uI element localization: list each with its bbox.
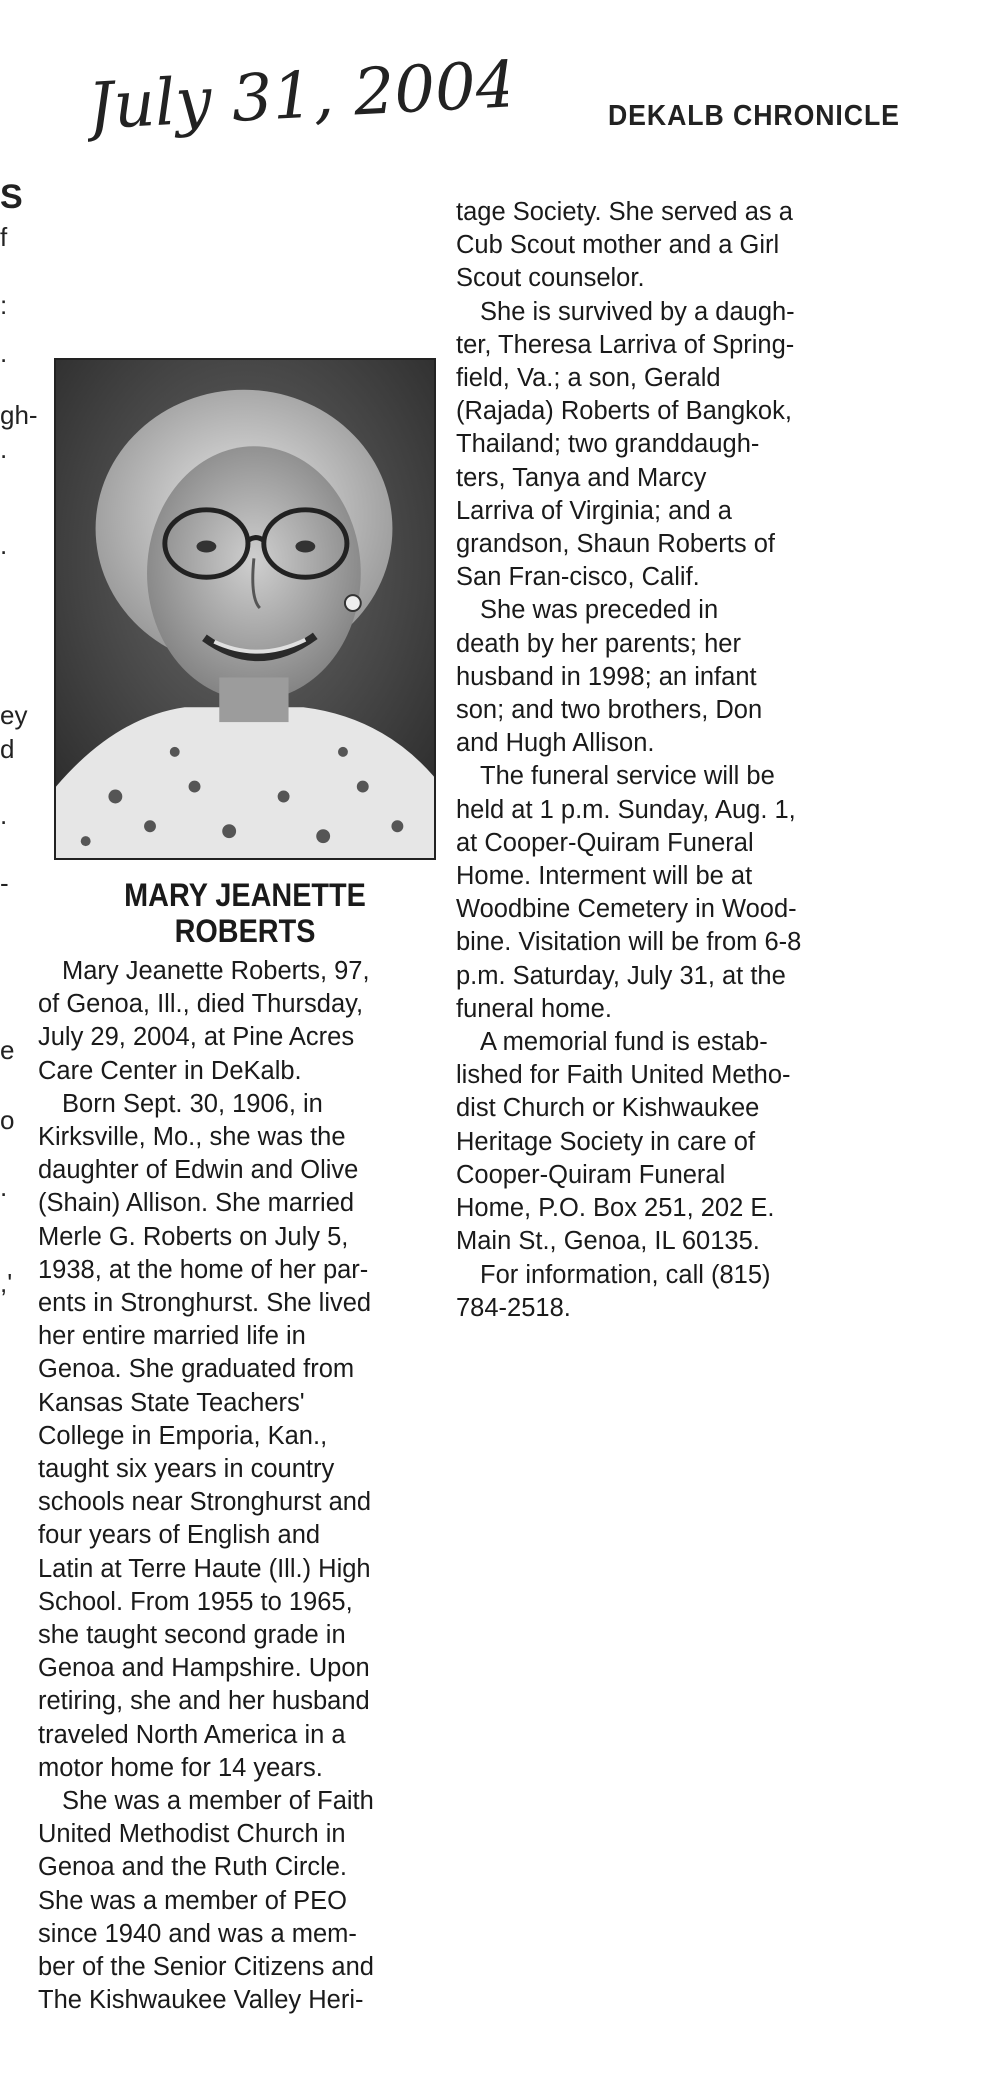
text-line: Main St., Genoa, IL 60135.	[456, 1227, 760, 1256]
obituary-column-1	[38, 955, 438, 2018]
text-line: Cub Scout mother and a Girl	[456, 231, 780, 260]
text-line: (Rajada) Roberts of Bangkok,	[456, 397, 792, 426]
text-line: Genoa. She graduated from	[38, 1355, 355, 1384]
text-line: ber of the Senior Citizens and	[38, 1953, 374, 1982]
text-line: four years of English and	[38, 1521, 321, 1550]
text-line: Merle G. Roberts on July 5,	[38, 1222, 349, 1251]
text-line: Cooper-Quiram Funeral	[456, 1160, 726, 1189]
text-line: lished for Faith United Metho-	[456, 1061, 791, 1090]
fragment: .	[0, 530, 8, 560]
text-line: Latin at Terre Haute (Ill.) High	[38, 1554, 371, 1583]
text-line: Born Sept. 30, 1906, in	[62, 1089, 323, 1118]
text-line: 1938, at the home of her par-	[38, 1255, 369, 1284]
text-line: her entire married life in	[38, 1322, 306, 1351]
portrait-photo	[54, 358, 436, 860]
text-line: Care Center in DeKalb.	[38, 1056, 302, 1085]
fragment: ,'	[0, 1268, 13, 1298]
fragment: .	[0, 800, 8, 830]
svg-text:July 31, 2004: July 31, 2004	[88, 48, 508, 145]
publication-name: DEKALB CHRONICLE	[608, 100, 900, 132]
text-line: The funeral service will be	[480, 762, 775, 791]
text-line: A memorial fund is estab-	[480, 1028, 768, 1057]
text-line: Genoa and the Ruth Circle.	[38, 1853, 348, 1882]
fragment: :	[0, 290, 8, 320]
fragment: .	[0, 434, 8, 464]
text-line: p.m. Saturday, July 31, at the	[456, 961, 786, 990]
text-line: She was preceded in	[480, 596, 719, 625]
text-line: 784-2518.	[456, 1293, 571, 1322]
headline-line-1: MARY JEANETTE	[124, 877, 366, 913]
text-line: July 29, 2004, at Pine Acres	[38, 1023, 355, 1052]
fragment: o	[0, 1105, 15, 1135]
fragment: f	[0, 222, 8, 252]
fragment: d	[0, 734, 15, 764]
text-line: Woodbine Cemetery in Wood-	[456, 895, 797, 924]
text-line: United Methodist Church in	[38, 1820, 346, 1849]
text-line: motor home for 14 years.	[38, 1753, 323, 1782]
text-line: death by her parents; her	[456, 629, 741, 658]
fragment: ey	[0, 700, 28, 730]
adjacent-column-fragments	[0, 0, 40, 1300]
text-line: husband in 1998; an infant	[456, 662, 757, 691]
text-line: She is survived by a daugh-	[480, 297, 795, 326]
text-line: Mary Jeanette Roberts, 97,	[62, 957, 370, 985]
fragment: .	[0, 338, 8, 368]
text-line: field, Va.; a son, Gerald	[456, 364, 721, 393]
text-line: Kansas State Teachers'	[38, 1388, 305, 1417]
text-line: son; and two brothers, Don	[456, 696, 763, 725]
text-line: Kirksville, Mo., she was the	[38, 1123, 346, 1152]
text-line: since 1940 and was a mem-	[38, 1919, 357, 1948]
fragment: e	[0, 1035, 15, 1065]
text-line: tage Society. She served as a	[456, 198, 793, 226]
text-line: dist Church or Kishwaukee	[456, 1094, 760, 1123]
text-line: bine. Visitation will be from 6-8	[456, 928, 802, 957]
fragment: S	[0, 178, 23, 216]
text-line: Thailand; two granddaugh-	[456, 430, 760, 459]
text-line: she taught second grade in	[38, 1621, 346, 1650]
text-line: traveled North America in a	[38, 1720, 346, 1749]
text-line: ents in Stronghurst. She lived	[38, 1289, 372, 1318]
fragment: .	[0, 1172, 8, 1202]
text-line: The Kishwaukee Valley Heri-	[38, 1986, 364, 2015]
text-line: retiring, she and her husband	[38, 1687, 370, 1716]
text-line: ter, Theresa Larriva of Spring-	[456, 330, 795, 359]
text-line: Heritage Society in care of	[456, 1127, 756, 1156]
text-line: San Fran-cisco, Calif.	[456, 563, 700, 592]
text-line: She was a member of PEO	[38, 1886, 347, 1915]
text-line: taught six years in country	[38, 1455, 335, 1484]
text-line: of Genoa, Ill., died Thursday,	[38, 990, 364, 1019]
text-line: Scout counselor.	[456, 264, 645, 293]
handwritten-date	[88, 40, 508, 150]
text-line: For information, call (815)	[480, 1260, 771, 1289]
fragment: gh-	[0, 400, 38, 430]
text-line: Home. Interment will be at	[456, 862, 753, 891]
headline-line-2: ROBERTS	[174, 913, 316, 949]
text-line: College in Emporia, Kan.,	[38, 1421, 328, 1450]
text-line: ters, Tanya and Marcy	[456, 463, 707, 492]
text-line: Larriva of Virginia; and a	[456, 496, 732, 525]
text-line: (Shain) Allison. She married	[38, 1189, 355, 1218]
obituary-headline	[73, 877, 417, 949]
obituary-column-2	[456, 196, 856, 1325]
text-line: daughter of Edwin and Olive	[38, 1156, 359, 1185]
text-line: at Cooper-Quiram Funeral	[456, 828, 754, 857]
text-line: School. From 1955 to 1965,	[38, 1587, 353, 1616]
text-line: funeral home.	[456, 994, 612, 1023]
text-line: Home, P.O. Box 251, 202 E.	[456, 1194, 775, 1223]
text-line: She was a member of Faith	[62, 1787, 374, 1816]
text-line: schools near Stronghurst and	[38, 1488, 372, 1517]
text-line: and Hugh Allison.	[456, 729, 655, 758]
text-line: Genoa and Hampshire. Upon	[38, 1654, 370, 1683]
text-line: held at 1 p.m. Sunday, Aug. 1,	[456, 795, 796, 824]
text-line: grandson, Shaun Roberts of	[456, 530, 775, 559]
fragment: -	[0, 868, 9, 898]
